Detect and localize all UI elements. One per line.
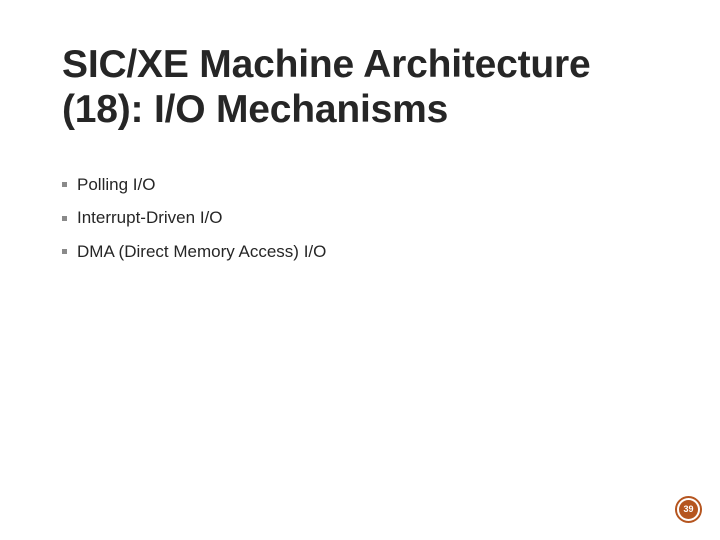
square-bullet-icon (62, 216, 67, 221)
bullet-item (62, 235, 326, 269)
page-number-badge (675, 496, 702, 523)
slide-title-line-1: SIC/XE Machine Architecture (62, 43, 591, 86)
bullet-item (62, 202, 326, 236)
slide-title (62, 42, 682, 132)
bullet-text: Polling I/O (77, 174, 156, 194)
bullet-item (62, 168, 326, 202)
slide-title-line-2: (18): I/O Mechanisms (62, 88, 449, 131)
square-bullet-icon (62, 249, 67, 254)
square-bullet-icon (62, 182, 67, 187)
bullet-list (62, 168, 326, 269)
bullet-text: Interrupt-Driven I/O (77, 208, 223, 228)
page-number: 39 (679, 500, 698, 519)
bullet-text: DMA (Direct Memory Access) I/O (77, 241, 327, 261)
